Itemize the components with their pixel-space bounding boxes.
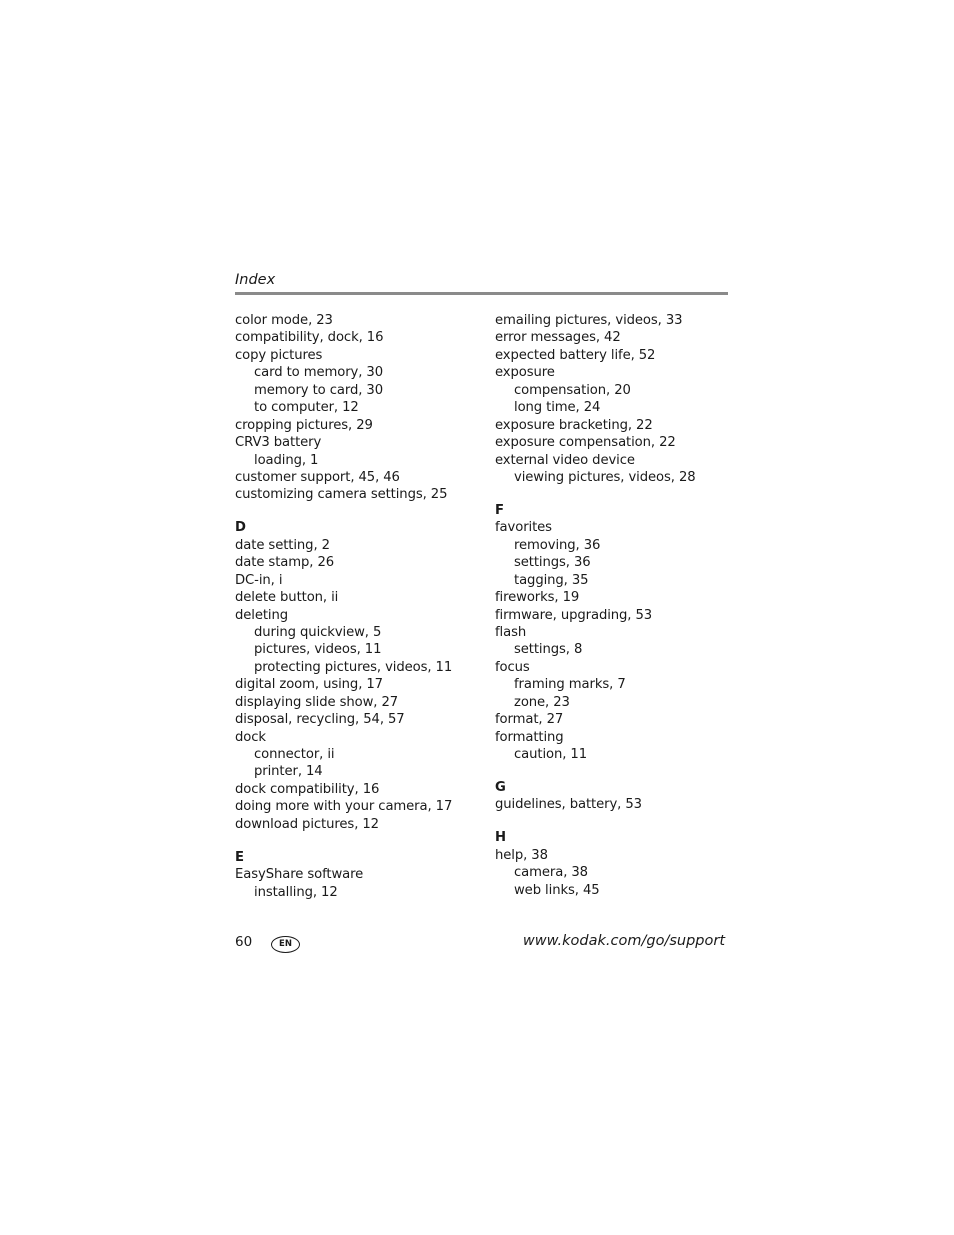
index-entry: exposure compensation, 22 (495, 435, 676, 451)
index-subentry: caution, 11 (514, 747, 588, 762)
index-entry: compatibility, dock, 16 (235, 330, 384, 346)
index-entry: color mode, 23 (235, 313, 333, 328)
index-subentry: settings, 36 (514, 555, 591, 571)
index-section-letter: D (235, 520, 246, 536)
index-entry: CRV3 battery (235, 435, 322, 451)
index-entry: customer support, 45, 46 (235, 469, 400, 485)
index-entry: deleting (235, 607, 289, 623)
index-subentry: tagging, 35 (514, 572, 589, 588)
index-entry: expected battery life, 52 (495, 347, 656, 363)
index-subentry: memory to card, 30 (254, 382, 383, 398)
index-entry: favorites (495, 520, 552, 536)
index-entry: DC-in, i (235, 572, 283, 588)
index-subentry: pictures, videos, 11 (254, 642, 382, 658)
index-entry: firmware, upgrading, 53 (495, 607, 653, 623)
index-section-letter: E (235, 849, 244, 865)
index-section-letter: F (495, 502, 504, 518)
page-header-title: Index (235, 272, 276, 288)
index-entry: EasyShare software (235, 867, 364, 883)
index-subentry: to computer, 12 (254, 400, 359, 416)
index-subentry: settings, 8 (514, 642, 583, 658)
index-entry: cropping pictures, 29 (235, 417, 373, 433)
index-column-left (235, 312, 485, 901)
index-entry: exposure bracketing, 22 (495, 417, 653, 433)
index-subentry: card to memory, 30 (254, 365, 383, 381)
index-entry: delete button, ii (235, 590, 339, 606)
index-entry: focus (495, 659, 530, 675)
index-entry: external video device (495, 452, 635, 468)
index-entry: dock (235, 729, 266, 745)
index-subentry: zone, 23 (514, 694, 570, 710)
index-column-right (495, 312, 735, 899)
index-entry: displaying slide show, 27 (235, 694, 399, 710)
index-entry: fireworks, 19 (495, 590, 580, 606)
index-subentry: connector, ii (254, 747, 335, 762)
index-subentry: loading, 1 (254, 452, 319, 468)
index-entry: help, 38 (495, 847, 548, 863)
index-entry: date stamp, 26 (235, 555, 335, 571)
index-entry: dock compatibility, 16 (235, 781, 380, 797)
index-entry: guidelines, battery, 53 (495, 797, 642, 813)
language-badge-icon: EN (271, 936, 300, 953)
index-subentry: viewing pictures, videos, 28 (514, 469, 696, 485)
index-subentry: during quickview, 5 (254, 624, 382, 640)
index-subentry: installing, 12 (254, 884, 338, 900)
index-entry: format, 27 (495, 712, 564, 728)
index-entry: disposal, recycling, 54, 57 (235, 712, 405, 728)
index-entry: formatting (495, 729, 564, 745)
index-entry: date setting, 2 (235, 537, 330, 553)
header-divider (235, 292, 728, 295)
index-entry: download pictures, 12 (235, 816, 379, 832)
index-entry: digital zoom, using, 17 (235, 677, 383, 693)
index-entry: emailing pictures, videos, 33 (495, 313, 683, 328)
index-section-letter: H (495, 830, 506, 846)
index-subentry: protecting pictures, videos, 11 (254, 659, 453, 675)
index-subentry: removing, 36 (514, 537, 601, 553)
index-entry: copy pictures (235, 347, 323, 363)
index-subentry: camera, 38 (514, 865, 588, 881)
index-entry: flash (495, 624, 527, 640)
index-entry: doing more with your camera, 17 (235, 799, 453, 815)
index-entry: error messages, 42 (495, 330, 621, 346)
support-url: www.kodak.com/go/support (522, 933, 725, 949)
index-entry: exposure (495, 365, 555, 381)
index-subentry: web links, 45 (514, 882, 600, 898)
index-subentry: printer, 14 (254, 764, 323, 780)
index-section-letter: G (495, 779, 506, 795)
index-subentry: framing marks, 7 (514, 677, 626, 693)
index-subentry: compensation, 20 (514, 382, 631, 398)
page-number: 60 (235, 934, 253, 950)
index-entry: customizing camera settings, 25 (235, 487, 448, 503)
index-subentry: long time, 24 (514, 400, 601, 416)
